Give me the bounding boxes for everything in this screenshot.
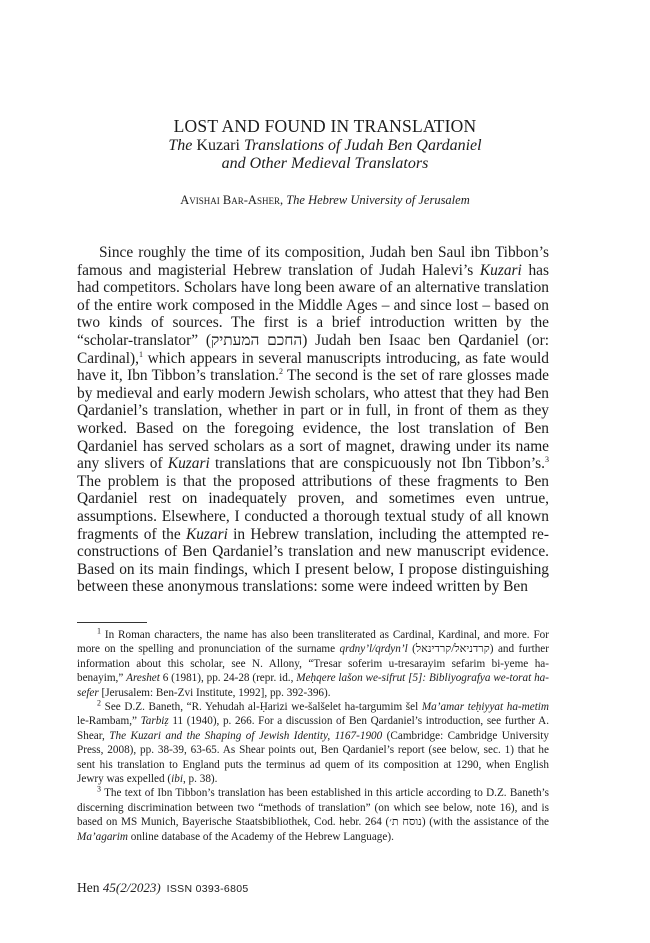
- fn-text: In Roman characters, the name has also been transliterated as Cardinal, Kardinal, and more. For more on the spelling and pronunciation of the surname: [77, 629, 549, 656]
- fn-text: online database of the Academy of the Hebrew Language).: [127, 830, 394, 843]
- hebrew-phrase: נוסח ת׳: [389, 816, 422, 829]
- fn-text: [Jerusalem: Ben-Zvi Institute, 1992], pp. 392-396).: [98, 686, 331, 699]
- footnote-number: 3: [97, 784, 101, 794]
- footnote-2: [77, 700, 549, 786]
- kuzari-italic: Kuzari: [167, 455, 210, 473]
- body-text-run: The second is the set of rare glosses made by medieval and early modern Jewish scholars, who attest that they had Ben Qardaniel’s translation, whether in part or in full, in front of them as they worked. Based on the foregoing evidence, the lost translation of Ben Qardaniel has served scholars as a sort of magnet, drawing under its name any slivers of: [77, 367, 550, 473]
- footnote-ref-3[interactable]: 3: [545, 455, 549, 464]
- fn-text: 11 (1940), p. 266. For a discussion of Ben Qardaniel’s introduction, see further A. Shear,: [77, 715, 549, 742]
- fn-text: ) (with the assistance of the: [421, 816, 549, 829]
- author-line: [0, 193, 650, 208]
- author-affiliation: The Hebrew University of Jerusalem: [286, 193, 470, 207]
- issn-number: ISSN 0393-6805: [166, 883, 249, 895]
- author-name: Avishai Bar-Asher: [180, 193, 280, 207]
- body-text-run: has had competitors. Scholars have long been aware of an alternative translation of the entire work composed in the Middle Ages – and since lost – based on two kinds of sources. The first is a brief introduction written by the “scholar-translator” (: [77, 261, 549, 349]
- fn-italic: The Kuzari and the Shaping of Jewish Identity, 1167-1900: [109, 729, 383, 742]
- subtitle-part: The: [168, 137, 197, 154]
- kuzari-italic: Kuzari: [479, 261, 522, 279]
- subtitle-kuzari: Kuzari: [196, 137, 240, 154]
- hebrew-phrase: החכם המעתיק: [210, 331, 303, 349]
- fn-text: The text of Ibn Tibbon’s translation has been established in this article according to D.Z. Baneth’s discerning discrimination between two “methods of translation” (on which see below, note 16), and is based on MS Munich, Bayerische Staatsbibliothek, Cod. hebr. 264 (: [77, 787, 549, 829]
- body-text-run: Since roughly the time of its composition, Judah ben Saul ibn Tibbon’s famous and magisterial Hebrew translation of Judah Halevi’s: [77, 244, 549, 279]
- body-text-run: in Hebrew translation, including the attempted reconstructions of Ben Qardaniel’s translation and new manuscript evidence. Based on its main findings, which I present below, I propose distinguishing between these anonymous translations: some were indeed written by Ben: [77, 525, 549, 596]
- kuzari-italic: Kuzari: [185, 525, 228, 543]
- footnote-1: [77, 628, 549, 700]
- fn-italic: Tarbiẓ: [140, 715, 169, 728]
- fn-italic: qrdny’l/qrdyn’l: [339, 643, 408, 656]
- fn-text: , p. 38).: [182, 773, 218, 786]
- footnote-number: 1: [97, 626, 101, 636]
- article-title: LOST AND FOUND IN TRANSLATION: [173, 116, 477, 136]
- body-text-run: ) Judah ben Isaac ben Qardaniel (or: Cardinal),: [77, 331, 549, 367]
- fn-text: 6 (1981), pp. 24-28 (repr. id.,: [159, 672, 297, 685]
- fn-italic: ibi: [171, 773, 183, 786]
- fn-italic: Areshet: [126, 672, 160, 685]
- subtitle-part: Translations of Judah Ben Qardaniel: [239, 137, 482, 154]
- body-text-run: which appears in several manuscripts introducing, as fate would have it, Ibn Tibbon’s translation.: [77, 349, 549, 385]
- journal-volume: 45(2/2023): [102, 880, 161, 895]
- footnote-3: [77, 786, 549, 844]
- fn-text: le-Rambam,”: [77, 715, 141, 728]
- fn-italic: Ma’amar teḥiyyat ha-metim: [421, 701, 549, 714]
- journal-name: Hen: [77, 880, 103, 895]
- body-paragraph: [77, 244, 549, 596]
- hebrew-phrase: קרדניאל/קרדינאל: [415, 643, 490, 656]
- footnote-ref-1[interactable]: 1: [138, 349, 143, 359]
- fn-text: See D.Z. Baneth, “R. Yehudah al-Ḥarizi we-šalšelet ha-targumim šel: [101, 701, 422, 714]
- author-separator: ,: [279, 193, 287, 207]
- fn-text: (Cambridge: Cambridge University Press, 2008), pp. 38-39, 63-65. As Shear points out, Ben Qardaniel’s report (see below, sec. 1) that he sent his translation to England puts the terminus ad quem of its composition at 1290, when English Jewry was expelled (: [77, 729, 550, 786]
- footnote-divider: [77, 622, 147, 623]
- footnote-number: 2: [97, 698, 101, 708]
- fn-italic: Meḥqere lašon we-sifrut [5]: Bibliyografya we-torat ha-sefer: [77, 672, 549, 699]
- fn-text: (: [407, 643, 416, 656]
- body-text-run: translations that are conspicuously not Ibn Tibbon’s.: [209, 455, 545, 473]
- body-text-run: The problem is that the proposed attributions of these fragments to Ben Qardaniel rest on inadequately proven, and sometimes even untrue, assumptions. Elsewhere, I conducted a thorough textual study of all known fragments of the: [77, 472, 549, 543]
- fn-italic: Ma’agarim: [77, 830, 128, 843]
- fn-text: ) and further information about this scholar, see N. Allony, “Tresar soferim u-tresarayim sefarim bi-yeme ha-benayim,”: [77, 643, 549, 685]
- footnote-ref-2[interactable]: 2: [279, 367, 283, 377]
- subtitle-line2: and Other Medieval Translators: [221, 155, 429, 172]
- article-subtitle: [0, 137, 650, 173]
- footnotes: [77, 628, 549, 844]
- page-footer: [77, 880, 249, 897]
